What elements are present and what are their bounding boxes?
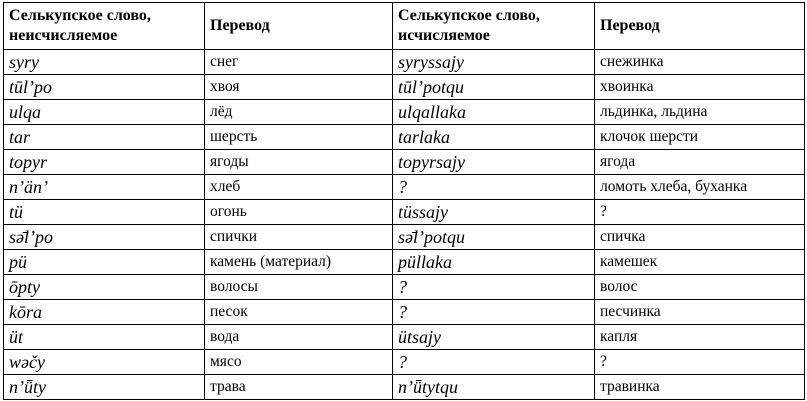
table-row xyxy=(4,300,805,325)
table-row xyxy=(4,125,805,150)
table-row xyxy=(4,50,805,75)
table-row xyxy=(4,375,805,400)
countable-word-cell: ? xyxy=(393,275,595,300)
table-row xyxy=(4,275,805,300)
translation-cell: мясо xyxy=(205,350,393,375)
table-row xyxy=(4,350,805,375)
countable-word-cell: ütsajy xyxy=(393,325,595,350)
translation-cell: снежинка xyxy=(595,50,805,75)
translation-cell: хвоя xyxy=(205,75,393,100)
lexicon-table xyxy=(3,2,805,400)
translation-cell: спичка xyxy=(595,225,805,250)
translation-cell: волосы xyxy=(205,275,393,300)
header-row xyxy=(4,3,805,50)
translation-cell: волос xyxy=(595,275,805,300)
countable-word-cell: n’ǖtytqu xyxy=(393,375,595,400)
translation-cell: капля xyxy=(595,325,805,350)
header-uncountable-word: Селькупское слово, неисчисляемое xyxy=(4,3,205,50)
table-row xyxy=(4,325,805,350)
translation-cell: лёд xyxy=(205,100,393,125)
translation-cell: огонь xyxy=(205,200,393,225)
uncountable-word-cell: ulqa xyxy=(4,100,205,125)
translation-cell: спички xyxy=(205,225,393,250)
translation-cell: травинка xyxy=(595,375,805,400)
translation-cell: ягода xyxy=(595,150,805,175)
uncountable-word-cell: wəčy xyxy=(4,350,205,375)
countable-word-cell: tüssajy xyxy=(393,200,595,225)
countable-word-cell: syryssajy xyxy=(393,50,595,75)
uncountable-word-cell: tü xyxy=(4,200,205,225)
translation-cell: ломоть хлеба, буханка xyxy=(595,175,805,200)
uncountable-word-cell: tūl’po xyxy=(4,75,205,100)
translation-cell: хлеб xyxy=(205,175,393,200)
table-row xyxy=(4,150,805,175)
uncountable-word-cell: n’ǖty xyxy=(4,375,205,400)
translation-cell: трава xyxy=(205,375,393,400)
translation-cell: снег xyxy=(205,50,393,75)
uncountable-word-cell: sə̄l’po xyxy=(4,225,205,250)
countable-word-cell: sə̄l’potqu xyxy=(393,225,595,250)
translation-cell: ? xyxy=(595,200,805,225)
uncountable-word-cell: pü xyxy=(4,250,205,275)
translation-cell: камень (материал) xyxy=(205,250,393,275)
countable-word-cell: topyrsajy xyxy=(393,150,595,175)
translation-cell: шерсть xyxy=(205,125,393,150)
header-translation-2: Перевод xyxy=(595,3,805,50)
table-row xyxy=(4,225,805,250)
table-row xyxy=(4,75,805,100)
countable-word-cell: ulqallaka xyxy=(393,100,595,125)
translation-cell: ? xyxy=(595,350,805,375)
uncountable-word-cell: n’än’ xyxy=(4,175,205,200)
countable-word-cell: ? xyxy=(393,350,595,375)
countable-word-cell: tūl’potqu xyxy=(393,75,595,100)
countable-word-cell: püllaka xyxy=(393,250,595,275)
uncountable-word-cell: syry xyxy=(4,50,205,75)
countable-word-cell: ? xyxy=(393,300,595,325)
header-translation-1: Перевод xyxy=(205,3,393,50)
uncountable-word-cell: topyr xyxy=(4,150,205,175)
translation-cell: песок xyxy=(205,300,393,325)
translation-cell: клочок шерсти xyxy=(595,125,805,150)
translation-cell: хвоинка xyxy=(595,75,805,100)
uncountable-word-cell: ōpty xyxy=(4,275,205,300)
translation-cell: ягоды xyxy=(205,150,393,175)
table-body xyxy=(4,50,805,400)
table-row xyxy=(4,100,805,125)
countable-word-cell: tarlaka xyxy=(393,125,595,150)
header-countable-word: Селькупское слово, исчисляемое xyxy=(393,3,595,50)
table-row xyxy=(4,250,805,275)
uncountable-word-cell: kōra xyxy=(4,300,205,325)
table-row xyxy=(4,200,805,225)
countable-word-cell: ? xyxy=(393,175,595,200)
uncountable-word-cell: üt xyxy=(4,325,205,350)
translation-cell: камешек xyxy=(595,250,805,275)
translation-cell: вода xyxy=(205,325,393,350)
translation-cell: льдинка, льдина xyxy=(595,100,805,125)
table-row xyxy=(4,175,805,200)
translation-cell: песчинка xyxy=(595,300,805,325)
uncountable-word-cell: tar xyxy=(4,125,205,150)
